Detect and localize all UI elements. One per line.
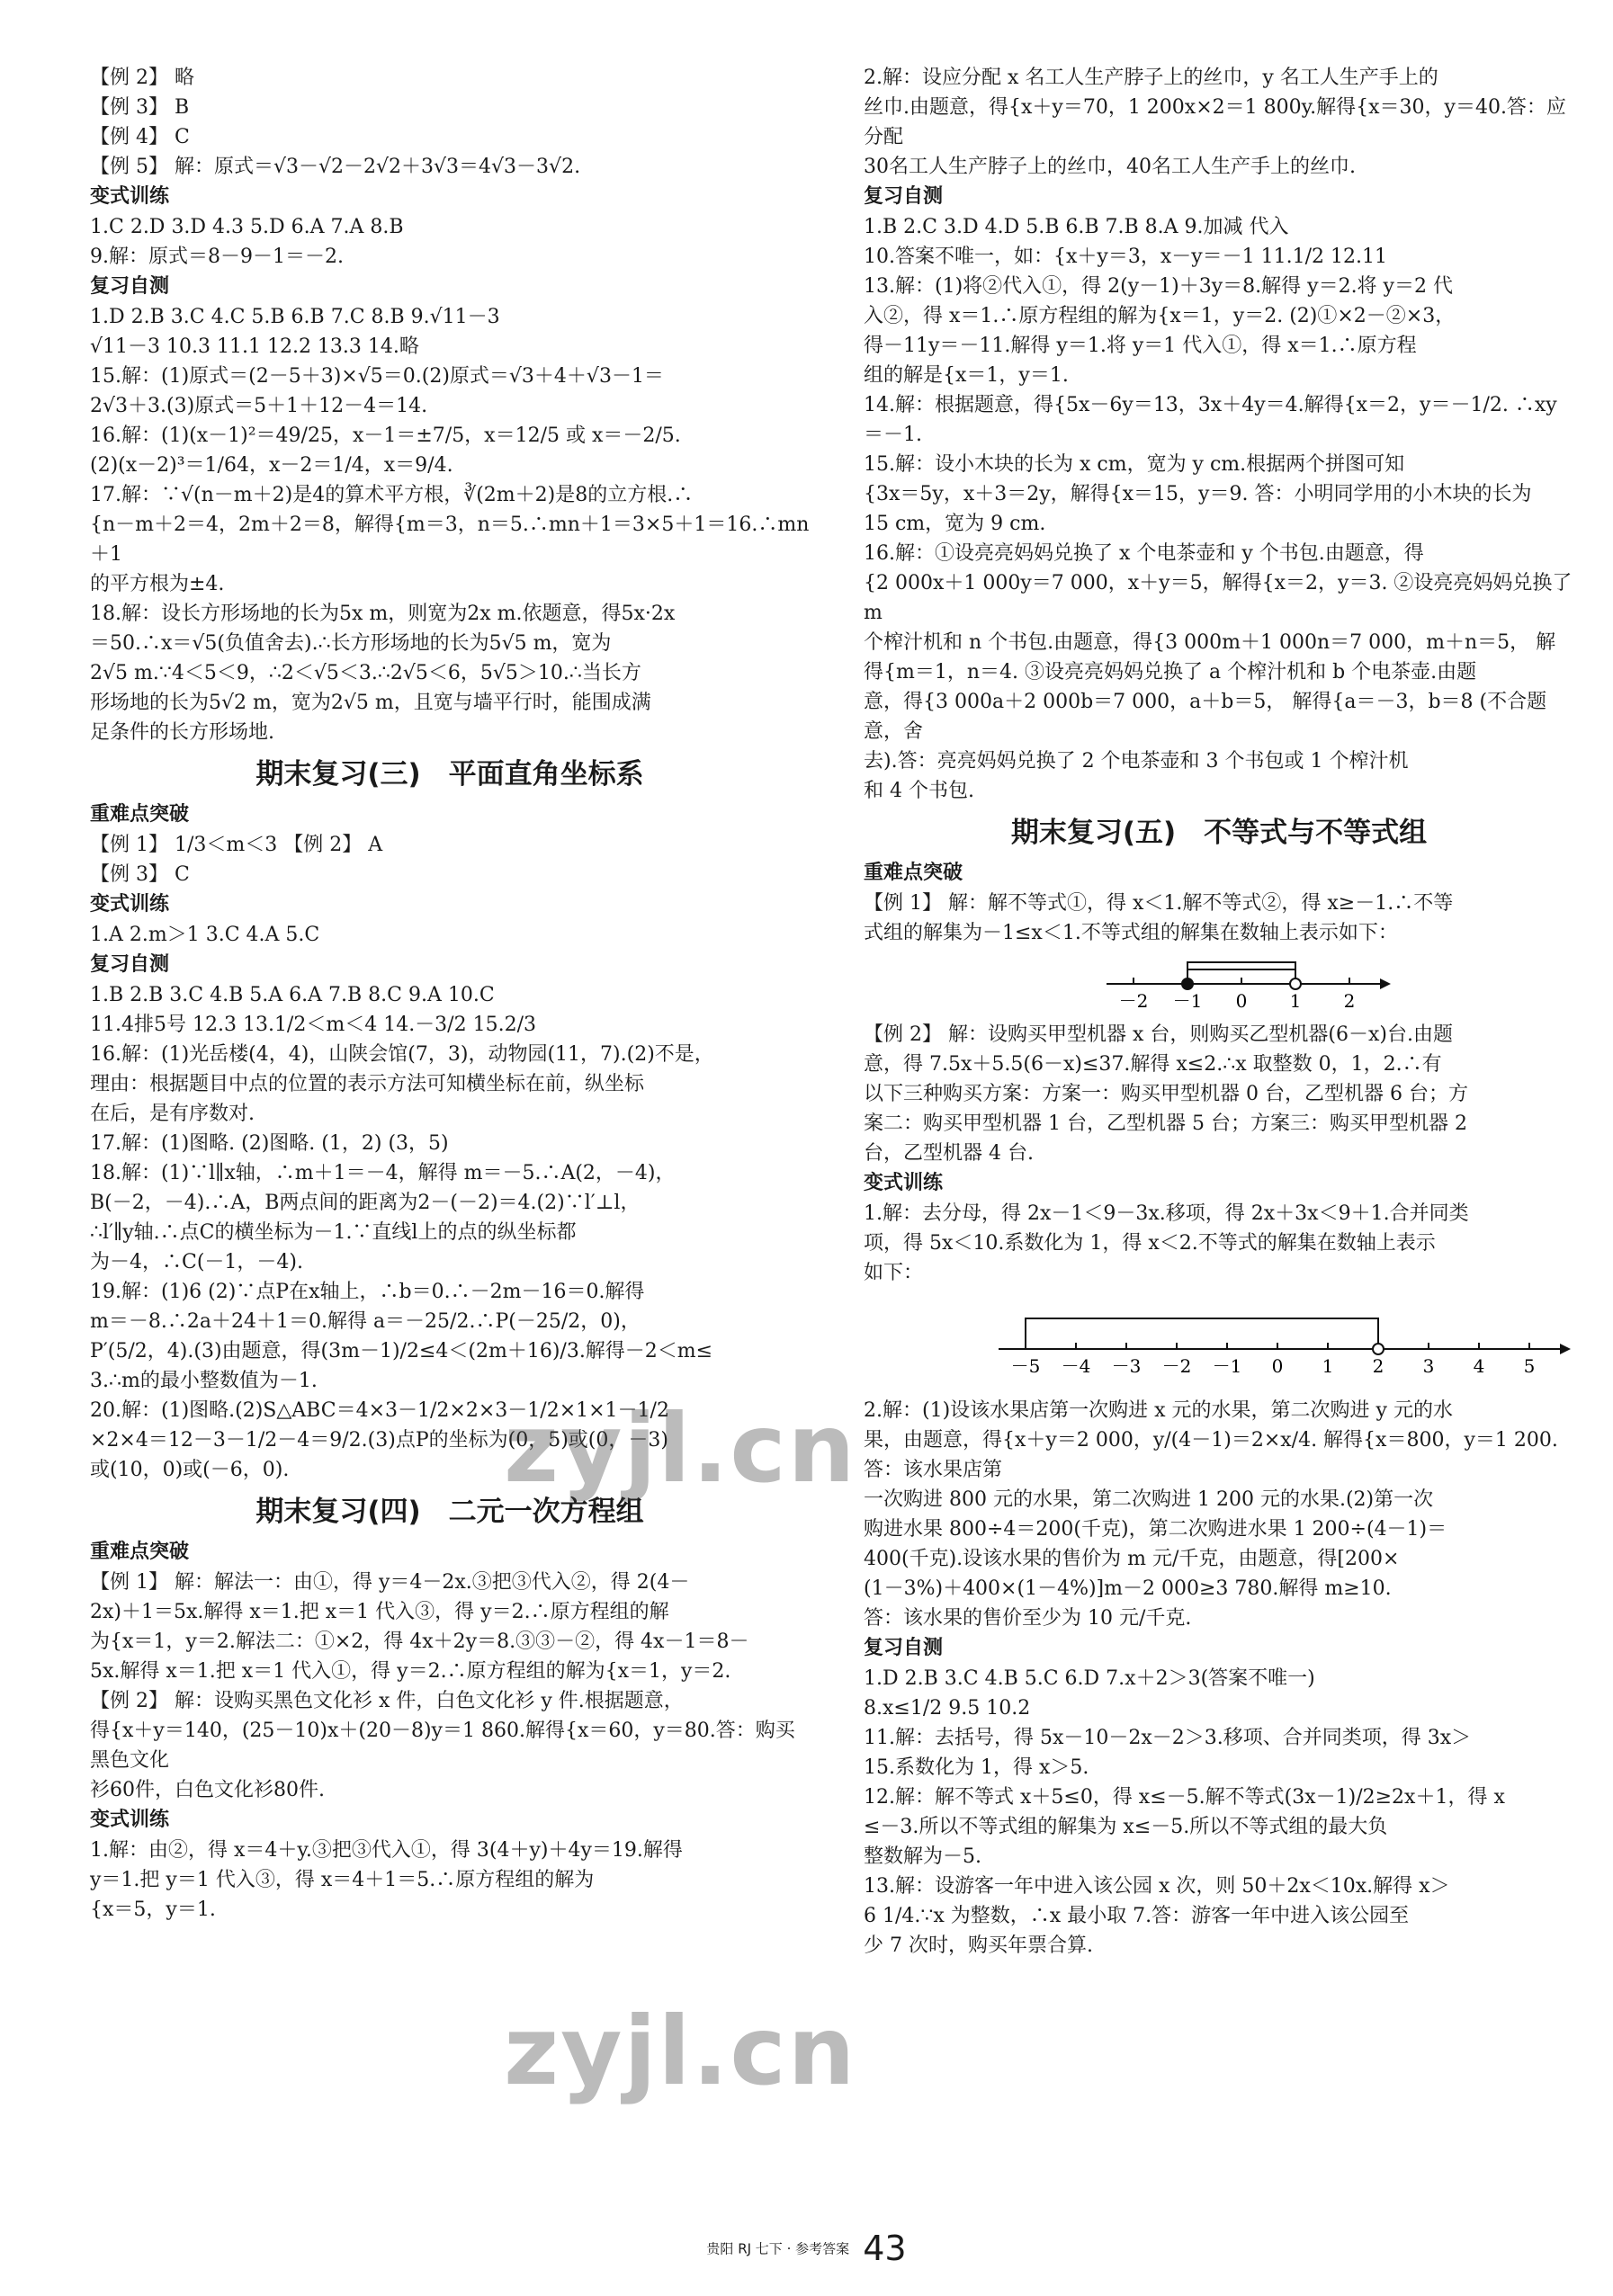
answer-line: 足条件的长方形场地. xyxy=(90,721,274,744)
answer-line: 1.C 2.D 3.D 4.3 5.D 6.A 7.A 8.B xyxy=(90,216,404,238)
page-number: 43 xyxy=(863,2229,907,2268)
answer-line: 组的解是{x＝1，y＝1. xyxy=(864,364,1069,387)
answer-line: 12.解：解不等式 x＋5≤0，得 x≤－5.解不等式(3x－1)/2≥2x＋1，得 x xyxy=(864,1786,1505,1809)
answer-line: 16.解：(1)(x－1)²＝49/25，x－1＝±7/5，x＝12/5 或 x＝－2/5. xyxy=(90,424,681,447)
number-line-exercise-1-tick-label: 5 xyxy=(1523,1355,1536,1377)
answer-line: 【例 1】 1/3＜m＜3 【例 2】 A xyxy=(90,834,383,856)
section-heading: 重难点突破 xyxy=(864,862,963,884)
answer-line: 15 cm，宽为 9 cm. xyxy=(864,513,1046,535)
number-line-exercise-1-tick-label: 4 xyxy=(1473,1355,1485,1377)
answer-line: 形场地的长为5√2 m，宽为2√5 m，且宽与墙平行时，能围成满 xyxy=(90,692,651,714)
answer-line: 2√3＋3.(3)原式＝5＋1＋12－4＝14. xyxy=(90,395,428,417)
number-line-exercise-1-solution-band xyxy=(1026,1318,1378,1349)
answer-line: 个榨汁机和 n 个书包.由题意，得{3 000m＋1 000n＝7 000，m＋n＝5， 解 xyxy=(864,631,1556,654)
answer-line: {3x＝5y，x＋3＝2y，解得{x＝15，y＝9. 答：小明同学用的小木块的长为 xyxy=(864,483,1532,505)
answer-line: 10.答案不唯一，如：{x＋y＝3，x－y＝－1 11.1/2 12.11 xyxy=(864,246,1388,268)
answer-line: 一次购进 800 元的水果，第二次购进 1 200 元的水果.(2)第一次 xyxy=(864,1488,1434,1511)
answer-line: 【例 1】 解：解法一：由①，得 y＝4－2x.③把③代入②，得 2(4－ xyxy=(90,1571,690,1594)
section-heading: 变式训练 xyxy=(90,893,170,916)
answer-line: 为－4，∴C(－1，－4). xyxy=(90,1251,303,1273)
number-line-exercise-1-tick-label: －4 xyxy=(1061,1355,1091,1377)
answer-line: 式组的解集为－1≤x＜1.不等式组的解集在数轴上表示如下： xyxy=(864,922,1398,944)
answer-line: 答：该水果的售价至少为 10 元/千克. xyxy=(864,1607,1192,1630)
answer-line: 1.解：由②，得 x＝4＋y.③把③代入①，得 3(4＋y)＋4y＝19.解得 xyxy=(90,1839,683,1862)
answer-line: 18.解：(1)∵l∥x轴，∴m＋1＝－4，解得 m＝－5.∴A(2，－4)， xyxy=(90,1162,676,1184)
right-column xyxy=(864,63,1579,1961)
answer-line: 果，由题意，得{x＋y＝2 000，y/(4－1)＝2×x/4. 解得{x＝800，y＝1 200. 答：该水果店第 xyxy=(864,1429,1564,1481)
answer-line: ∴l′∥y轴.∴点C的横坐标为－1.∵直线l上的点的纵坐标都 xyxy=(90,1221,577,1244)
section-heading: 重难点突破 xyxy=(90,803,190,826)
number-line-example-1-closed-dot xyxy=(1182,978,1193,989)
number-line-exercise-1-open-dot xyxy=(1373,1344,1384,1354)
answer-line: 1.B 2.C 3.D 4.D 5.B 6.B 7.B 8.A 9.加减 代入 xyxy=(864,216,1289,238)
answer-line: 【例 3】 B xyxy=(90,96,190,119)
answer-line: 1.解：去分母，得 2x－1＜9－3x.移项，得 2x＋3x＜9＋1.合并同类 xyxy=(864,1202,1469,1225)
watermark: zyjl.cn xyxy=(504,1997,857,2106)
chapter-heading: 期末复习(四) 二元一次方程组 xyxy=(255,1496,644,1528)
answer-line: 15.解：设小木块的长为 x cm，宽为 y cm.根据两个拼图可知 xyxy=(864,453,1405,476)
number-line-example-1-svg xyxy=(864,951,1574,1014)
answer-line: 【例 5】 解：原式＝√3－√2－2√2＋3√3＝4√3－3√2. xyxy=(90,156,581,178)
answer-line: ＝50.∴x＝√5(负值舍去).∴长方形场地的长为5√5 m，宽为 xyxy=(90,632,612,655)
answer-line: 30名工人生产脖子上的丝巾，40名工人生产手上的丝巾. xyxy=(864,156,1356,178)
answer-line: 得{x＋y＝140，(25－10)x＋(20－8)y＝1 860.解得{x＝60，y＝80.答：购买黑色文化 xyxy=(90,1720,795,1772)
answer-line: m＝－8.∴2a＋24＋1＝0.解得 a＝－25/2.∴P(－25/2，0)， xyxy=(90,1310,641,1333)
answer-line: 案二：购买甲型机器 1 台，乙型机器 5 台；方案三：购买甲型机器 2 xyxy=(864,1112,1467,1135)
answer-line: 5x.解得 x＝1.把 x＝1 代入①，得 y＝2.∴原方程组的解为{x＝1，y＝2. xyxy=(90,1660,731,1683)
answer-line: 13.解：设游客一年中进入该公园 x 次，则 50＋2x＜10x.解得 x＞ xyxy=(864,1875,1450,1898)
page-footer xyxy=(0,2229,1613,2268)
section-heading: 复习自测 xyxy=(864,185,944,208)
answer-line: 15.系数化为 1，得 x＞5. xyxy=(864,1756,1089,1779)
answer-line: 购进水果 800÷4＝200(千克)，第二次购进水果 1 200÷(4－1)＝ xyxy=(864,1518,1447,1541)
answer-line: 【例 1】 解：解不等式①，得 x＜1.解不等式②，得 x≥－1.∴不等 xyxy=(864,892,1454,915)
answer-line: 2x)＋1＝5x.解得 x＝1.把 x＝1 代入③，得 y＝2.∴原方程组的解 xyxy=(90,1601,669,1623)
answer-line: 为{x＝1，y＝2.解法二：①×2，得 4x＋2y＝8.③③－②，得 4x－1＝8－ xyxy=(90,1630,749,1653)
answer-line: {x＝5，y＝1. xyxy=(90,1898,216,1921)
number-line-exercise-1-tick-label: 2 xyxy=(1372,1355,1384,1377)
answer-line: 少 7 次时，购买年票合算. xyxy=(864,1934,1093,1957)
answer-line: 2.解：(1)设该水果店第一次购进 x 元的水果，第二次购进 y 元的水 xyxy=(864,1399,1453,1422)
answer-line: 或(10，0)或(－6，0). xyxy=(90,1459,290,1481)
left-column xyxy=(90,63,810,1925)
chapter-heading: 期末复习(三) 平面直角坐标系 xyxy=(255,758,644,791)
answer-line: 9.解：原式＝8－9－1＝－2. xyxy=(90,246,344,268)
answer-line: 8.x≤1/2 9.5 10.2 xyxy=(864,1697,1031,1720)
number-line-exercise-1 xyxy=(864,1291,1574,1390)
answer-line: 1.D 2.B 3.C 4.C 5.B 6.B 7.C 8.B 9.√11－3 xyxy=(90,306,500,328)
answer-line: 19.解：(1)6 (2)∵点P在x轴上，∴b＝0.∴－2m－16＝0.解得 xyxy=(90,1281,645,1303)
answer-line: (1－3%)＋400×(1－4%)]m－2 000≥3 780.解得 m≥10. xyxy=(864,1577,1392,1600)
answer-line: 【例 3】 C xyxy=(90,863,190,886)
answer-line: ≤－3.所以不等式组的解集为 x≤－5.所以不等式组的最大负 xyxy=(864,1816,1388,1838)
answer-line: 17.解：∵√(n－m＋2)是4的算术平方根，∛(2m＋2)是8的立方根.∴ xyxy=(90,484,694,506)
answer-line: 得－11y＝－11.解得 y＝1.将 y＝1 代入①，得 x＝1.∴原方程 xyxy=(864,335,1417,357)
answer-line: 15.解：(1)原式＝(2－5＋3)×√5＝0.(2)原式＝√3＋4＋√3－1＝ xyxy=(90,365,664,388)
section-heading: 变式训练 xyxy=(864,1172,944,1194)
section-heading: 复习自测 xyxy=(864,1637,944,1659)
answer-line: 6 1/4.∵x 为整数，∴x 最小取 7.答：游客一年中进入该公园至 xyxy=(864,1905,1410,1927)
section-heading: 变式训练 xyxy=(90,185,170,208)
answer-line: 意，得{3 000a＋2 000b＝7 000，a＋b＝5， 解得{a＝－3，b＝8 (不合题意，舍 xyxy=(864,691,1547,743)
answer-line: 11.解：去括号，得 5x－10－2x－2＞3.移项、合并同类项，得 3x＞ xyxy=(864,1727,1472,1749)
chapter-heading: 期末复习(五) 不等式与不等式组 xyxy=(1010,817,1428,849)
number-line-exercise-1-arrow-icon xyxy=(1560,1344,1571,1354)
answer-line: 得{m＝1，n＝4. ③设亮亮妈妈兑换了 a 个榨汁机和 b 个电茶壶.由题 xyxy=(864,661,1477,683)
answer-line: 整数解为－5. xyxy=(864,1845,981,1868)
answer-line: 如下： xyxy=(864,1262,924,1284)
section-heading: 重难点突破 xyxy=(90,1541,190,1563)
answer-line: 400(千克).设该水果的售价为 m 元/千克，由题意，得[200× xyxy=(864,1548,1400,1570)
footer-label: 贵阳 RJ 七下 · 参考答案 xyxy=(706,2240,850,2257)
answer-line: 和 4 个书包. xyxy=(864,780,974,802)
answer-line: 3.∴m的最小整数值为－1. xyxy=(90,1370,318,1392)
section-heading: 复习自测 xyxy=(90,275,170,298)
answer-line: 17.解：(1)图略. (2)图略. (1，2) (3，5) xyxy=(90,1132,449,1155)
answer-line: 1.B 2.B 3.C 4.B 5.A 6.A 7.B 8.C 9.A 10.C xyxy=(90,984,495,1006)
answer-line: 理由：根据题目中点的位置的表示方法可知横坐标在前，纵坐标 xyxy=(90,1073,645,1095)
number-line-exercise-1-tick-label: －2 xyxy=(1161,1355,1192,1377)
number-line-exercise-1-svg xyxy=(864,1291,1574,1390)
section-heading: 复习自测 xyxy=(90,953,170,976)
answer-line: 1.A 2.m＞1 3.C 4.A 5.C xyxy=(90,924,320,946)
number-line-example-1-tick-label: 0 xyxy=(1235,990,1248,1012)
number-line-exercise-1-tick-label: －5 xyxy=(1010,1355,1041,1377)
answer-line: 16.解：(1)光岳楼(4，4)，山陕会馆(7，3)，动物园(11，7).(2)不是， xyxy=(90,1043,714,1066)
answer-line: 台，乙型机器 4 台. xyxy=(864,1142,1034,1165)
answer-line: 项，得 5x＜10.系数化为 1，得 x＜2.不等式的解集在数轴上表示 xyxy=(864,1232,1436,1255)
answer-line: 2.解：设应分配 x 名工人生产脖子上的丝巾，y 名工人生产手上的 xyxy=(864,67,1438,89)
number-line-example-1-tick-label: 1 xyxy=(1289,990,1302,1012)
number-line-example-1-tick-label: 2 xyxy=(1343,990,1356,1012)
section-heading: 变式训练 xyxy=(90,1809,170,1831)
answer-line: 【例 2】 解：设购买甲型机器 x 台，则购买乙型机器(6－x)台.由题 xyxy=(864,1023,1453,1046)
number-line-exercise-1-tick-label: 3 xyxy=(1422,1355,1435,1377)
answer-line: 2√5 m.∵4＜5＜9，∴2＜√5＜3.∴2√5＜6，5√5＞10.∴当长方 xyxy=(90,662,641,684)
answer-line: 【例 4】 C xyxy=(90,126,190,148)
answer-line: 16.解：①设亮亮妈妈兑换了 x 个电茶壶和 y 个书包.由题意，得 xyxy=(864,542,1424,565)
number-line-exercise-1-tick-label: －1 xyxy=(1212,1355,1242,1377)
answer-line: 1.D 2.B 3.C 4.B 5.C 6.D 7.x＋2＞3(答案不唯一) xyxy=(864,1667,1315,1690)
answer-line: ×2×4＝12－3－1/2－4＝9/2.(3)点P的坐标为(0，5)或(0，－3) xyxy=(90,1429,668,1452)
answer-line: B(－2，－4).∴A，B两点间的距离为2－(－2)＝4.(2)∵l′⊥l， xyxy=(90,1192,641,1214)
watermark: zyjl.cn xyxy=(504,1394,857,1504)
answer-line: {2 000x＋1 000y＝7 000，x＋y＝5，解得{x＝2，y＝3. ②设亮亮妈妈兑换了 m xyxy=(864,572,1579,624)
answer-line: 18.解：设长方形场地的长为5x m，则宽为2x m.依题意，得5x·2x xyxy=(90,603,676,625)
answer-line: 丝巾.由题意，得{x＋y＝70，1 200x×2＝1 800y.解得{x＝30，y＝40.答：应分配 xyxy=(864,96,1566,148)
number-line-example-1-open-dot xyxy=(1290,978,1301,989)
answer-line: 【例 2】 略 xyxy=(90,67,194,89)
answer-line: 衫60件，白色文化衫80件. xyxy=(90,1779,325,1801)
number-line-exercise-1-tick-label: 0 xyxy=(1271,1355,1284,1377)
answer-line: 11.4排5号 12.3 13.1/2＜m＜4 14.－3/2 15.2/3 xyxy=(90,1014,536,1036)
answer-line: (2)(x－2)³＝1/64，x－2＝1/4，x＝9/4. xyxy=(90,454,453,477)
answer-line: 入②，得 x＝1.∴原方程组的解为{x＝1，y＝2. (2)①×2－②×3， xyxy=(864,305,1456,327)
answer-line: 以下三种购买方案：方案一：购买甲型机器 0 台，乙型机器 6 台；方 xyxy=(864,1083,1468,1105)
answer-line: P′(5/2，4).(3)由题意，得(3m－1)/2≤4＜(2m＋16)/3.解得－2＜m≤ xyxy=(90,1340,713,1362)
number-line-exercise-1-tick-label: 1 xyxy=(1322,1355,1334,1377)
number-line-example-1-tick-label: －2 xyxy=(1118,990,1149,1012)
answer-line: 在后，是有序数对. xyxy=(90,1103,255,1125)
answer-line: √11－3 10.3 11.1 12.2 13.3 14.略 xyxy=(90,335,419,358)
answer-line: 意，得 7.5x＋5.5(6－x)≤37.解得 x≤2.∴x 取整数 0，1，2.∴有 xyxy=(864,1053,1442,1076)
answer-line: 14.解：根据题意，得{5x－6y＝13，3x＋4y＝4.解得{x＝2，y＝－1/2. ∴xy＝－1. xyxy=(864,394,1557,446)
answer-line: 去).答：亮亮妈妈兑换了 2 个电茶壶和 3 个书包或 1 个榨汁机 xyxy=(864,750,1409,773)
number-line-example-1-arrow-icon xyxy=(1380,978,1391,989)
answer-line: 【例 2】 解：设购买黑色文化衫 x 件，白色文化衫 y 件.根据题意， xyxy=(90,1690,684,1712)
number-line-example-1 xyxy=(864,951,1574,1014)
answer-line: 20.解：(1)图略.(2)S△ABC＝4×3－1/2×2×3－1/2×1×1－1/2 xyxy=(90,1399,669,1422)
answer-line: {n－m＋2＝4，2m＋2＝8，解得{m＝3，n＝5.∴mn＋1＝3×5＋1＝16.∴mn＋1 xyxy=(90,514,810,566)
number-line-example-1-tick-label: －1 xyxy=(1172,990,1203,1012)
answer-line: y＝1.把 y＝1 代入③，得 x＝4＋1＝5.∴原方程组的解为 xyxy=(90,1869,595,1891)
answer-line: 13.解：(1)将②代入①，得 2(y－1)＋3y＝8.解得 y＝2.将 y＝2 代 xyxy=(864,275,1453,298)
number-line-exercise-1-tick-label: －3 xyxy=(1111,1355,1142,1377)
answer-line: 的平方根为±4. xyxy=(90,573,225,595)
